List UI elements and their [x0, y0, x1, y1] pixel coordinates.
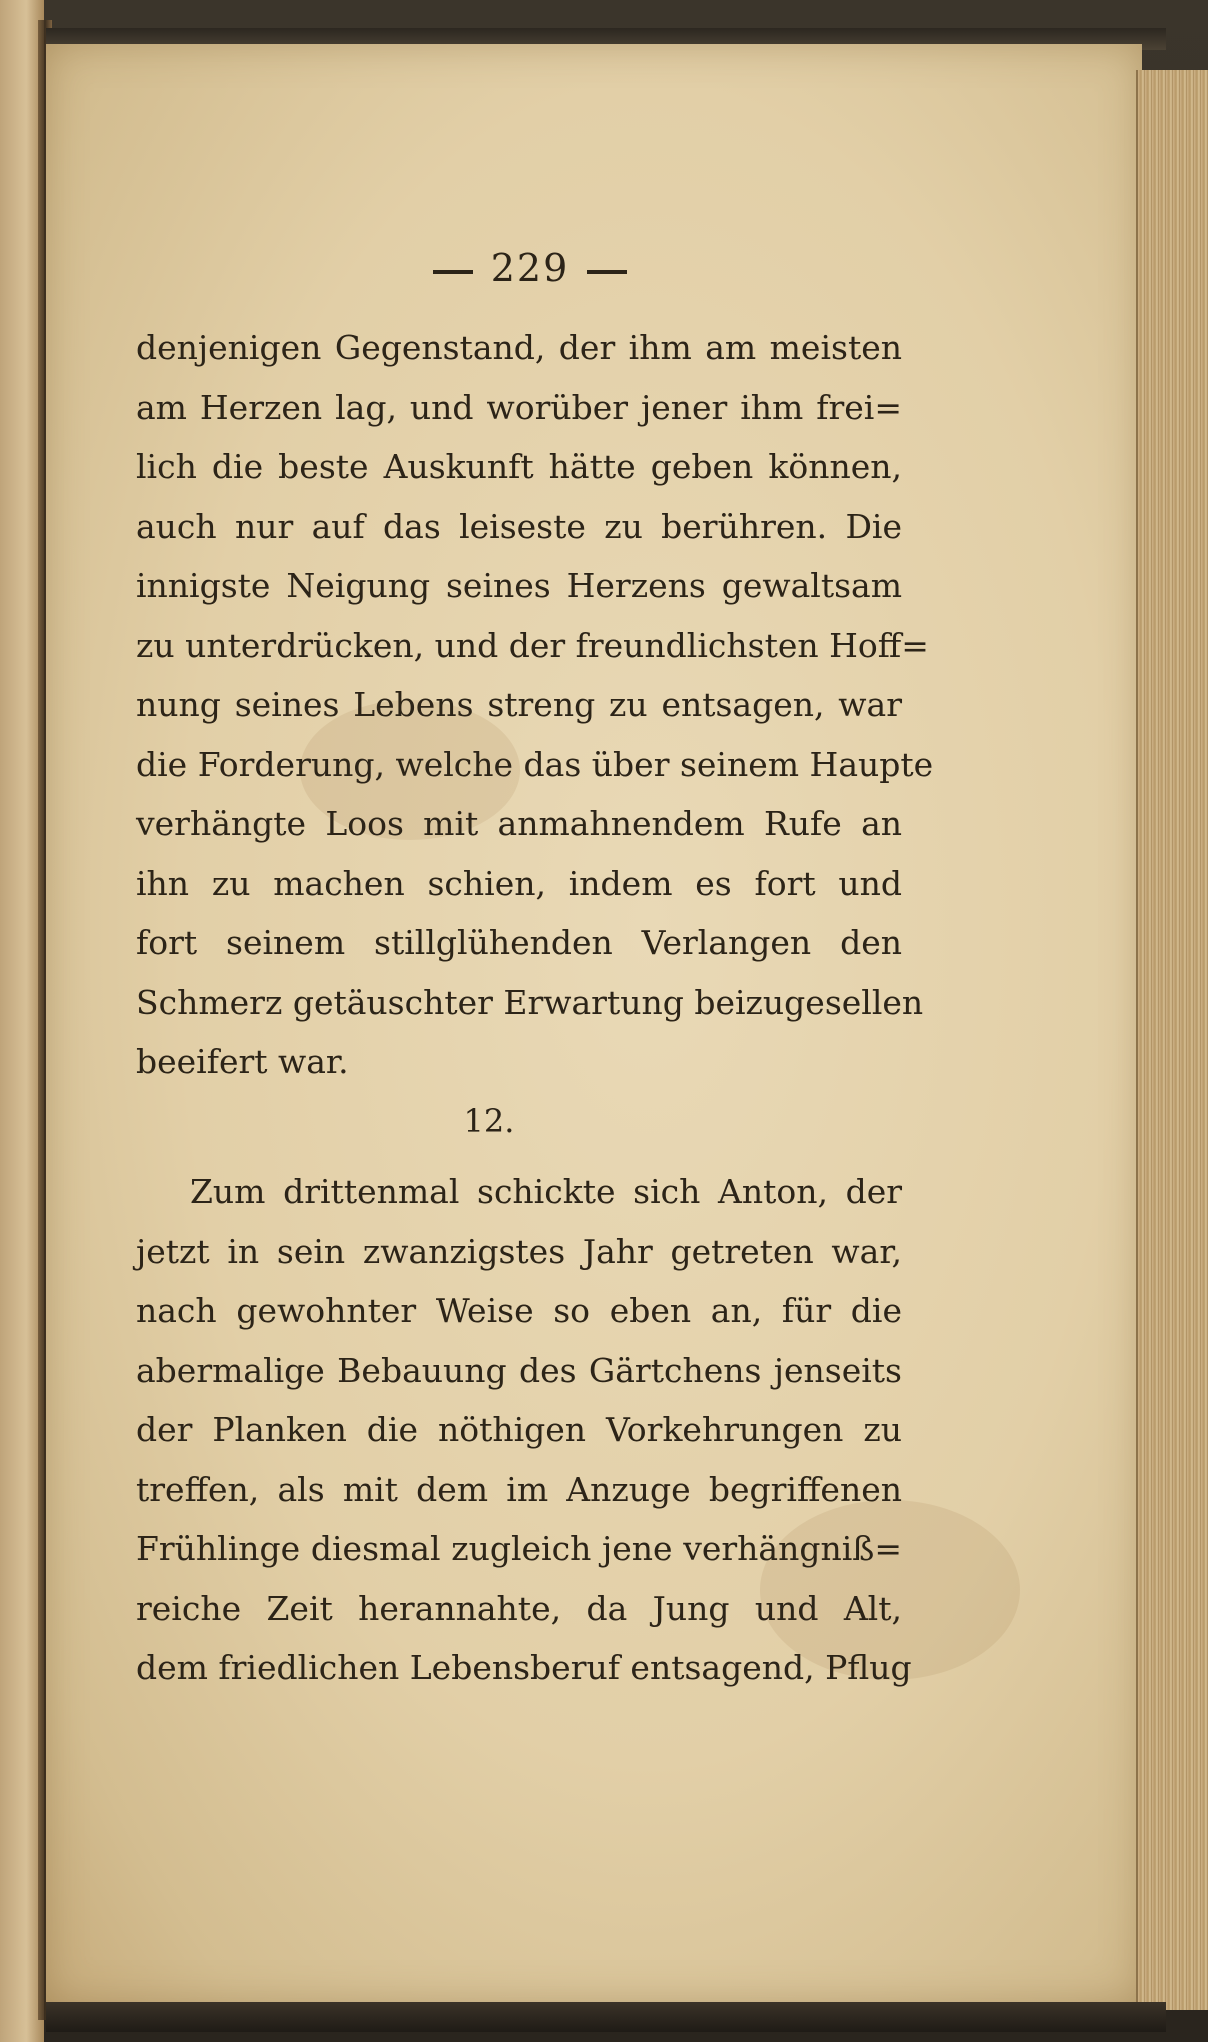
page-stack-edge: [1136, 70, 1208, 2010]
text-line: Zum drittenmal schickte sich Anton, der: [190, 1172, 902, 1211]
text-line: fort seinem stillglühenden Verlangen den: [136, 923, 902, 962]
dash-left: [433, 270, 473, 274]
text-line: denjenigen Gegenstand, der ihm am meisten: [136, 328, 902, 367]
paragraph-1: [136, 318, 934, 1092]
dash-right: [587, 270, 627, 274]
text-line: am Herzen lag, und worüber jener ihm frei=: [136, 387, 902, 427]
section-number: 12.: [463, 1102, 515, 1140]
text-line: beeifert war.: [136, 1042, 349, 1081]
text-line: Schmerz getäuschter Erwartung beizugesellen: [136, 982, 924, 1022]
text-line: nung seines Lebens streng zu entsagen, war: [136, 685, 902, 724]
text-line: lich die beste Auskunft hätte geben können,: [136, 447, 902, 486]
text-line: Frühlinge diesmal zugleich jene verhängniß=: [136, 1529, 902, 1568]
text-line: ihn zu machen schien, indem es fort und: [136, 863, 902, 903]
text-line: dem friedlichen Lebensberuf entsagend, Pflug: [136, 1648, 912, 1687]
text-line: treffen, als mit dem im Anzuge begriffenen: [136, 1469, 902, 1509]
text-line: jetzt in sein zwanzigstes Jahr getreten war,: [136, 1231, 902, 1271]
text-line: der Planken die nöthigen Vorkehrungen zu: [136, 1410, 902, 1449]
text-line: verhängte Loos mit anmahnendem Rufe an: [136, 804, 902, 843]
paragraph-2: [136, 1162, 912, 1698]
text-line: abermalige Bebauung des Gärtchens jenseits: [136, 1350, 902, 1390]
text-line: reiche Zeit herannahte, da Jung und Alt,: [136, 1588, 902, 1628]
page-number-text: 229: [490, 246, 570, 290]
text-line: die Forderung, welche das über seinem Haupte: [136, 744, 934, 784]
text-line: auch nur auf das leiseste zu berühren. Die: [136, 506, 902, 546]
page-number: [400, 246, 660, 290]
text-line: nach gewohnter Weise so eben an, für die: [136, 1291, 902, 1330]
text-line: zu unterdrücken, und der freundlichsten Hoff=: [136, 625, 929, 665]
bottom-edge-shadow: [46, 2002, 1166, 2032]
text-line: innigste Neigung seines Herzens gewaltsam: [136, 566, 902, 605]
